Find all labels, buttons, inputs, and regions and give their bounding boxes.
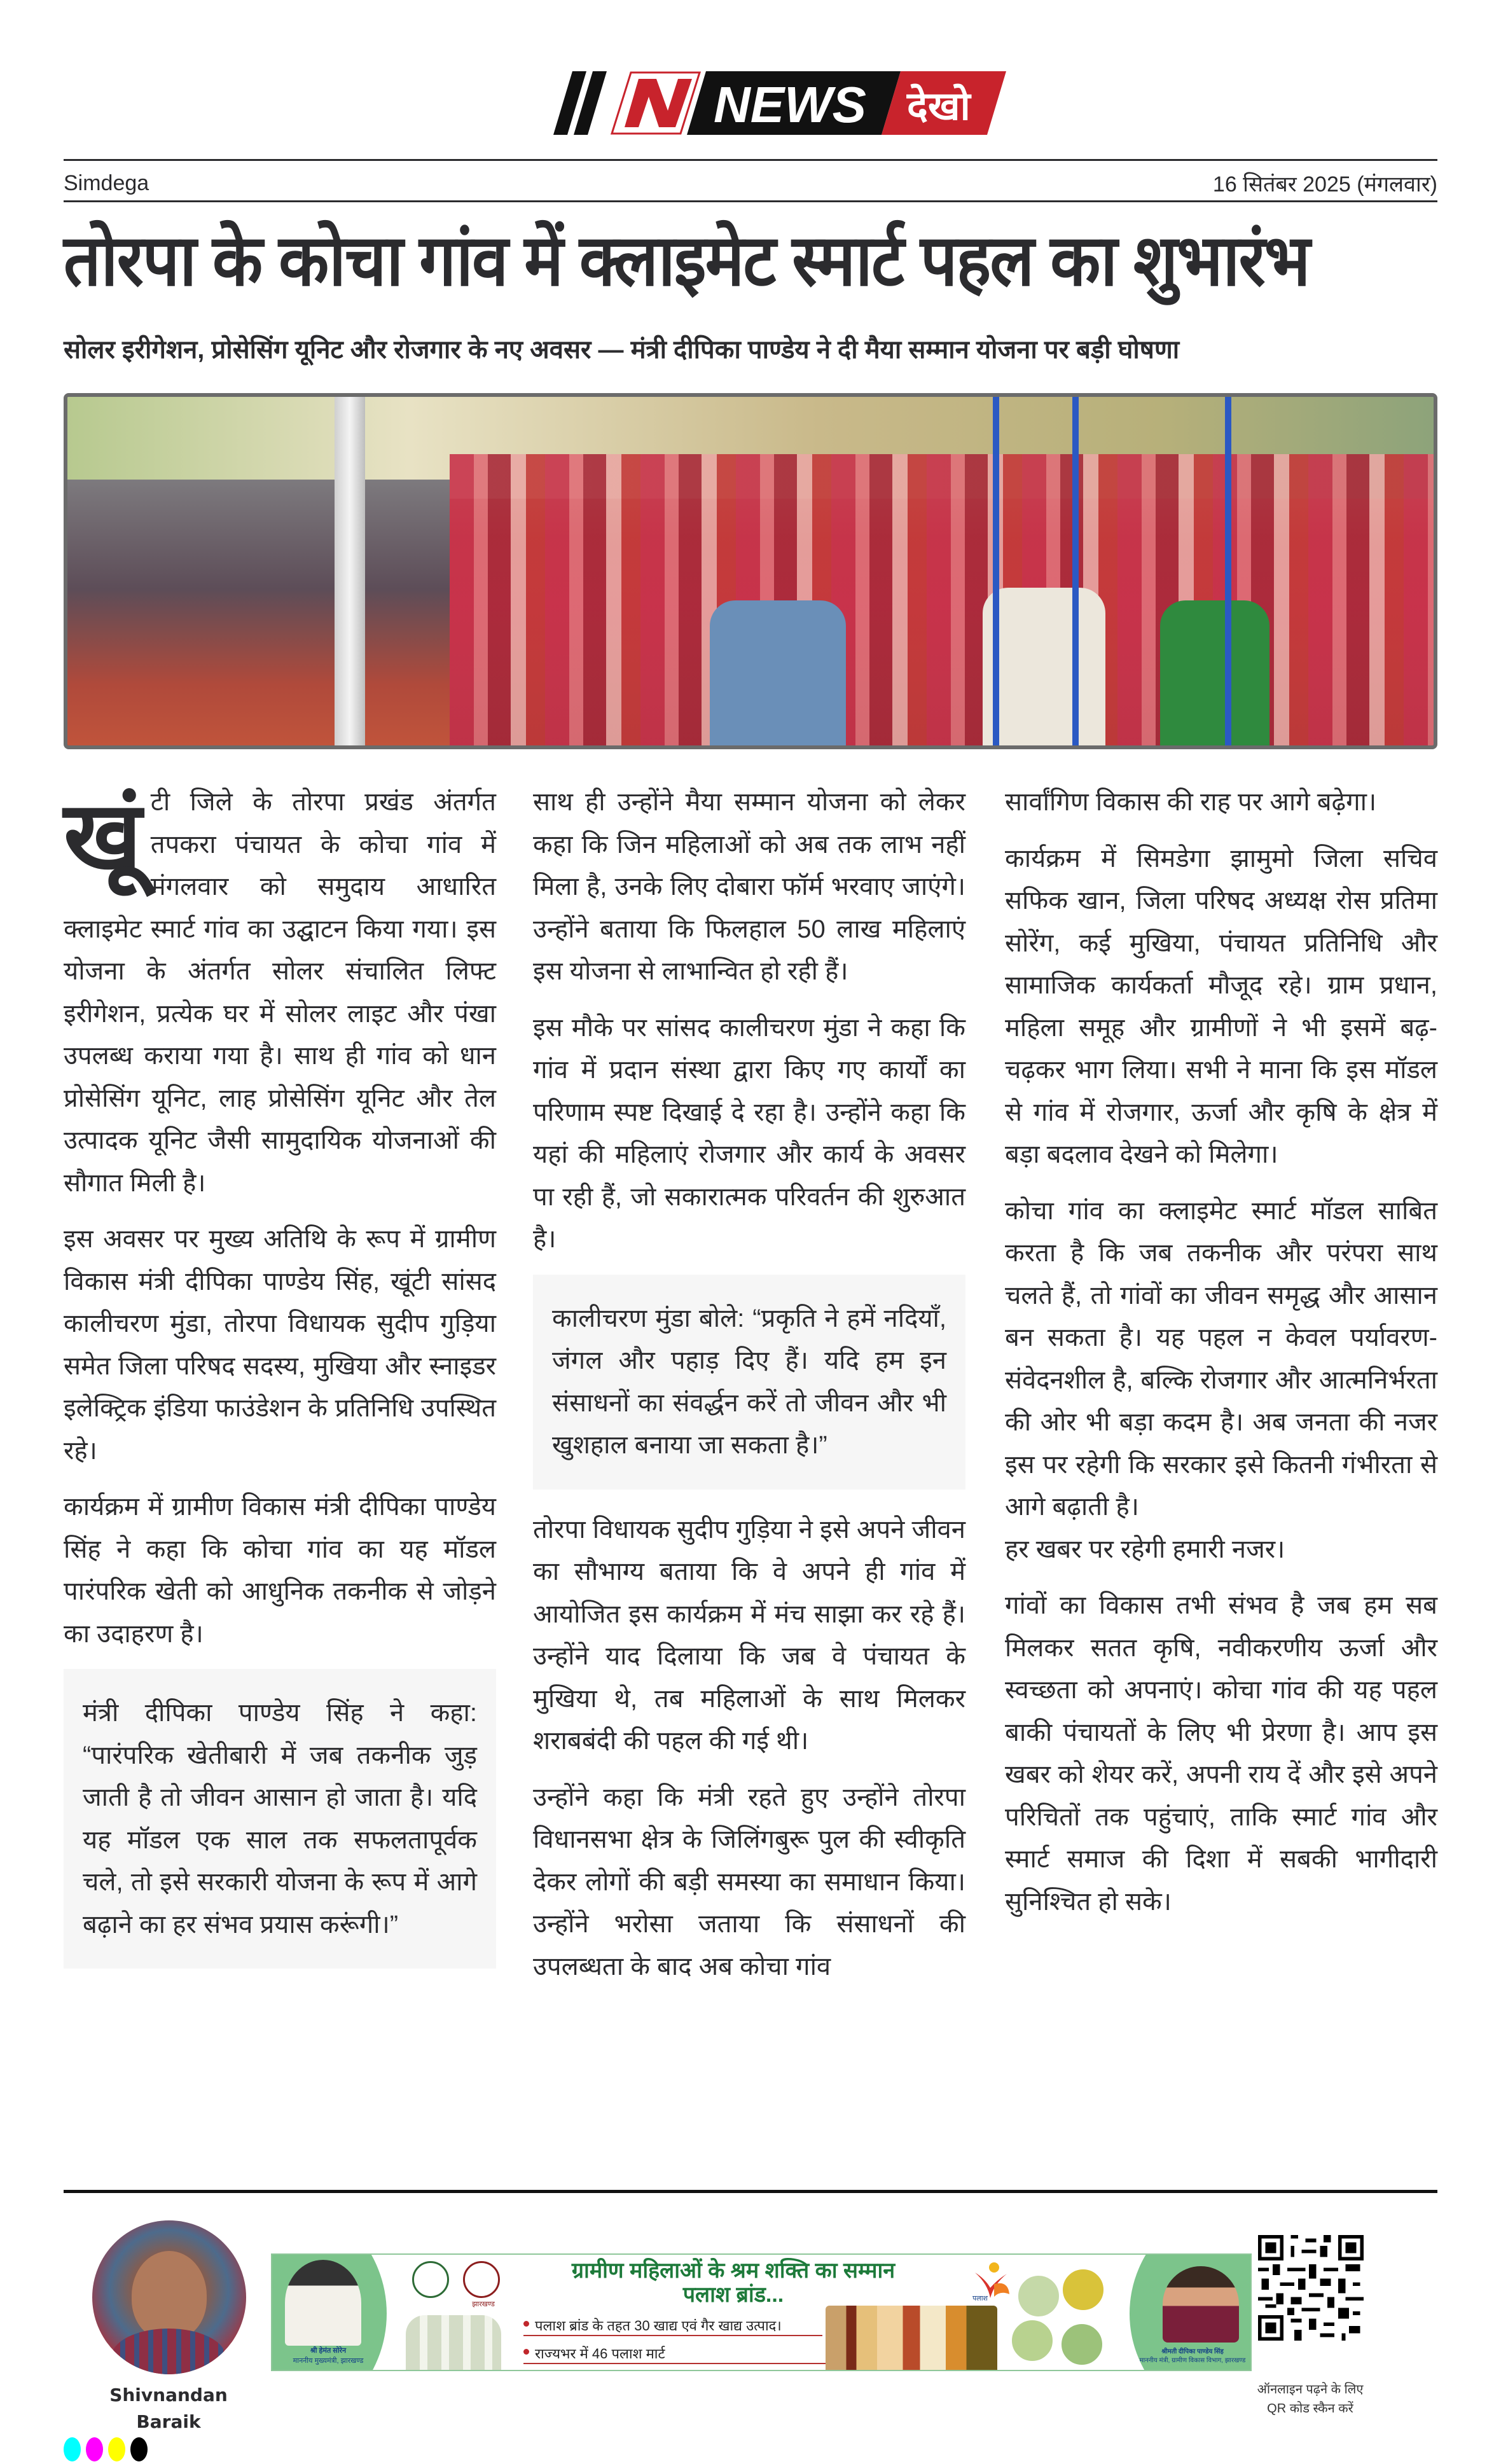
palash-brand-advertisement[interactable] [271,2253,1252,2371]
paragraph: कार्यक्रम में ग्रामीण विकास मंत्री दीपिका पाण्डेय सिंह ने कहा कि कोचा गांव का यह मॉडल पारंपरिक खेती को आधुनिक तकनीक से जोड़ने का उदाहरण है। [64,1493,496,1648]
dateline [64,167,1437,200]
photo-cameraman [710,600,847,749]
paragraph: गांवों का विकास तभी संभव है जब हम सब मिलकर सतत कृषि, नवीकरणीय ऊर्जा और स्वच्छता को अपनाएं। कोचा गांव की यह पहल बाकी पंचायतों के लिए भी प्रेरणा है। आप इस खबर को शेयर करें, अपनी राय दें और इसे अपने परिचितों तक पहुंचाएं, ताकि स्मार्ट गांव और स्मार्ट समाज की दिशा में सबकी भागीदारी सुनिश्चित हो सके। [1005,1591,1437,1916]
paragraph: तोरपा विधायक सुदीप गुड़िया ने इसे अपने जीवन का सौभाग्य बताया कि वे अपने ही गांव में आयोजित इस कार्यक्रम में मंच साझा कर रहे हैं। उन्होंने याद दिलाया कि जब वे पंचायत के मुखिया थे, तब महिलाओं के साथ मिलकर शराबबंदी की पहल की गई थी। [533,1515,965,1755]
quote-text: मंत्री दीपिका पाण्डेय सिंह ने कहा: “पारंपरिक खेतीबारी में जब तकनीक जुड़ जाती है तो जीवन आसान हो जाता है। यदि यह मॉडल एक साल तक सफलतापूर्वक चले, तो इसे सरकारी योजना के रूप में आगे बढ़ाने का हर संभव प्रयास करूंगी।” [83,1699,477,1939]
chief-minister-photo [285,2260,361,2346]
column-3 [1005,781,1437,1937]
event-photo [64,393,1437,749]
logo-graphic [553,71,1011,135]
pull-quote [533,1275,965,1490]
svg-text:देखो: देखो [907,83,971,129]
dateline-rule [64,200,1437,202]
minister-photo [1163,2266,1239,2343]
location-label: Simdega [64,170,149,195]
dropcap: खूं [64,782,142,889]
paragraph: इस अवसर पर मुख्य अतिथि के रूप में ग्रामीण विकास मंत्री दीपिका पाण्डेय सिंह, खूंटी सांसद कालीचरण मुंडा, तोरपा विधायक सुदीप गुड़िया समेत जिला परिषद सदस्य, मुखिया और स्नाइडर इलेक्ट्रिक इंडिया फाउंडेशन के प्रतिनिधि उपस्थित रहे। [64,1225,496,1465]
women-entrepreneurs-photos [1010,2267,1112,2369]
paragraph: उन्होंने कहा कि मंत्री रहते हुए उन्होंने तोरपा विधानसभा क्षेत्र के जिलिंगबुरू पुल की स्वीकृति देकर लोगों की बड़ी समस्या का समाधान किया। उन्होंने भरोसा जताया कि संसाधनों की उपलब्धता के बाद अब कोचा गांव [533,1783,965,1981]
reporter-avatar [92,2220,246,2374]
quote-text: कालीचरण मुंडा बोले: “प्रकृति ने हमें नदियाँ, जंगल और पहाड़ दिए हैं। यदि हम इन संसाधनों का संवर्द्धन करें तो जीवन और भी खुशहाल बनाया जा सकता है।” [552,1304,946,1459]
reporter-name: Shivnandan Baraik [109,2384,228,2432]
photo-blue-pole [1072,397,1079,745]
news-dekho-logo[interactable] [553,71,1011,135]
svg-text:पलाश: पलाश [972,2294,988,2302]
women-silhouettes-illustration [406,2315,501,2370]
svg-text:NEWS: NEWS [714,76,866,133]
tagline: हर खबर पर रहेगी हमारी नजर। [1005,1535,1285,1563]
ad-headline: ग्रामीण महिलाओं के श्रम शक्ति का सम्मान पलाश ब्रांड... [571,2259,896,2307]
jharkhand-govt-seal-icon [412,2261,449,2298]
qr-code-icon[interactable] [1258,2213,1364,2363]
column-1 [64,781,496,1988]
column-2 [533,781,965,2002]
ad-bullet: पलाश ब्रांड के तहत 30 खाद्य एवं गैर खाद्य उत्पाद। [523,2316,822,2336]
photo-person-green [1160,600,1269,749]
top-rule [64,159,1437,161]
paragraph: खूंटी जिले के तोरपा प्रखंड अंतर्गत तपकरा पंचायत के कोचा गांव में मंगलवार को समुदाय आधारित क्लाइमेट स्मार्ट गांव का उद्घाटन किया गया। इस योजना के अंतर्गत सोलर संचालित लिफ्ट इरीगेशन, प्रत्येक घर में सोलर लाइट और पंखा उपलब्ध कराया गया है। साथ ही गांव को धान प्रोसेसिंग यूनिट, लाह प्रोसेसिंग यूनिट और तेल उत्पादक यूनिट जैसी सामुदायिक योजनाओं की सौगात मिली है। [64,782,496,1197]
qr-caption: ऑनलाइन पढ़ने के लिए QR कोड स्कैन करें [1257,2383,1364,2416]
article-body [64,781,1437,2168]
ad-bullet: राज्यभर में 46 पलाश मार्ट [523,2344,930,2364]
avatar-shirt [111,2329,226,2374]
photo-blue-pole [993,397,999,745]
seal-caption: झारखण्ड [472,2301,495,2308]
subheadline: सोलर इरीगेशन, प्रोसेसिंग यूनिट और रोजगार के नए अवसर — मंत्री दीपिका पाण्डेय ने दी मैया सम्मान योजना पर बड़ी घोषणा [64,336,1180,364]
palash-seal-icon [463,2261,500,2298]
photo-blue-pole [1225,397,1231,745]
black-dot-icon [130,2437,148,2461]
date-label: 16 सितंबर 2025 (मंगलवार) [1212,172,1437,197]
magenta-dot-icon [86,2437,103,2461]
cyan-dot-icon [64,2437,81,2461]
footer-rule [64,2190,1437,2193]
chief-minister-caption: श्री हेमंत सोरेन माननीय मुख्यमंत्री, झारखण्ड [293,2347,364,2365]
yellow-dot-icon [108,2437,125,2461]
photo-tent-pole [335,397,365,745]
avatar-face [132,2251,207,2340]
paragraph: कोचा गांव का क्लाइमेट स्मार्ट मॉडल साबित करता है कि जब तकनीक और परंपरा साथ चलते हैं, तो गांवों का जीवन समृद्ध और आसान बन सकता है। यह पहल न केवल पर्यावरण-संवेदनशील है, बल्कि रोजगार और आत्मनिर्भरता की ओर भी बड़ा कदम है। अब जनता की नजर इस पर रहेगी कि सरकार इसे कितनी गंभीरता से आगे बढ़ाती है। [1005,1196,1437,1521]
products-image [826,2306,997,2371]
palash-logo-icon [969,2259,1013,2303]
paragraph: साथ ही उन्होंने मैया सम्मान योजना को लेकर कहा कि जिन महिलाओं को अब तक लाभ नहीं मिला है, उनके लिए दोबारा फॉर्म भरवाए जाएंगे। उन्होंने बताया कि फिलहाल 50 लाख महिलाएं इस योजना से लाभान्वित हो रही हैं। [533,788,965,985]
cmyk-registration-marks [64,2437,148,2461]
photo-main-crowd [450,454,1434,749]
page-title: तोरपा के कोचा गांव में क्लाइमेट स्मार्ट पहल का शुभारंभ [64,221,1310,300]
paragraph: कार्यक्रम में सिमडेगा झामुमो जिला सचिव सफिक खान, जिला परिषद अध्यक्ष रोस प्रतिमा सोरेंग, कई मुखिया, पंचायत प्रतिनिधि और सामाजिक कार्यकर्ता मौजूद रहे। ग्राम प्रधान, महिला समूह और ग्रामीणों ने भी इसमें बढ़-चढ़कर भाग लिया। सभी ने माना कि इस मॉडल से गांव में रोजगार, ऊर्जा और कृषि के क्षेत्र में बड़ा बदलाव देखने को मिलेगा। [1005,844,1437,1168]
photo-person-white [983,588,1105,749]
photo-left-crowd [67,480,450,749]
paragraph: सार्वांगिण विकास की राह पर आगे बढ़ेगा। [1005,788,1377,816]
pull-quote [64,1669,496,1969]
minister-caption: श्रीमती दीपिका पाण्डेय सिंह माननीय मंत्री, ग्रामीण विकास विभाग, झारखण्ड [1139,2348,1246,2364]
paragraph: इस मौके पर सांसद कालीचरण मुंडा ने कहा कि गांव में प्रदान संस्था द्वारा किए गए कार्यों का परिणाम स्पष्ट दिखाई दे रहा है। उन्होंने कहा कि यहां की महिलाएं रोजगार और कार्य के अवसर पा रही हैं, जो सकारात्मक परिवर्तन की शुरुआत है। [533,1013,965,1253]
